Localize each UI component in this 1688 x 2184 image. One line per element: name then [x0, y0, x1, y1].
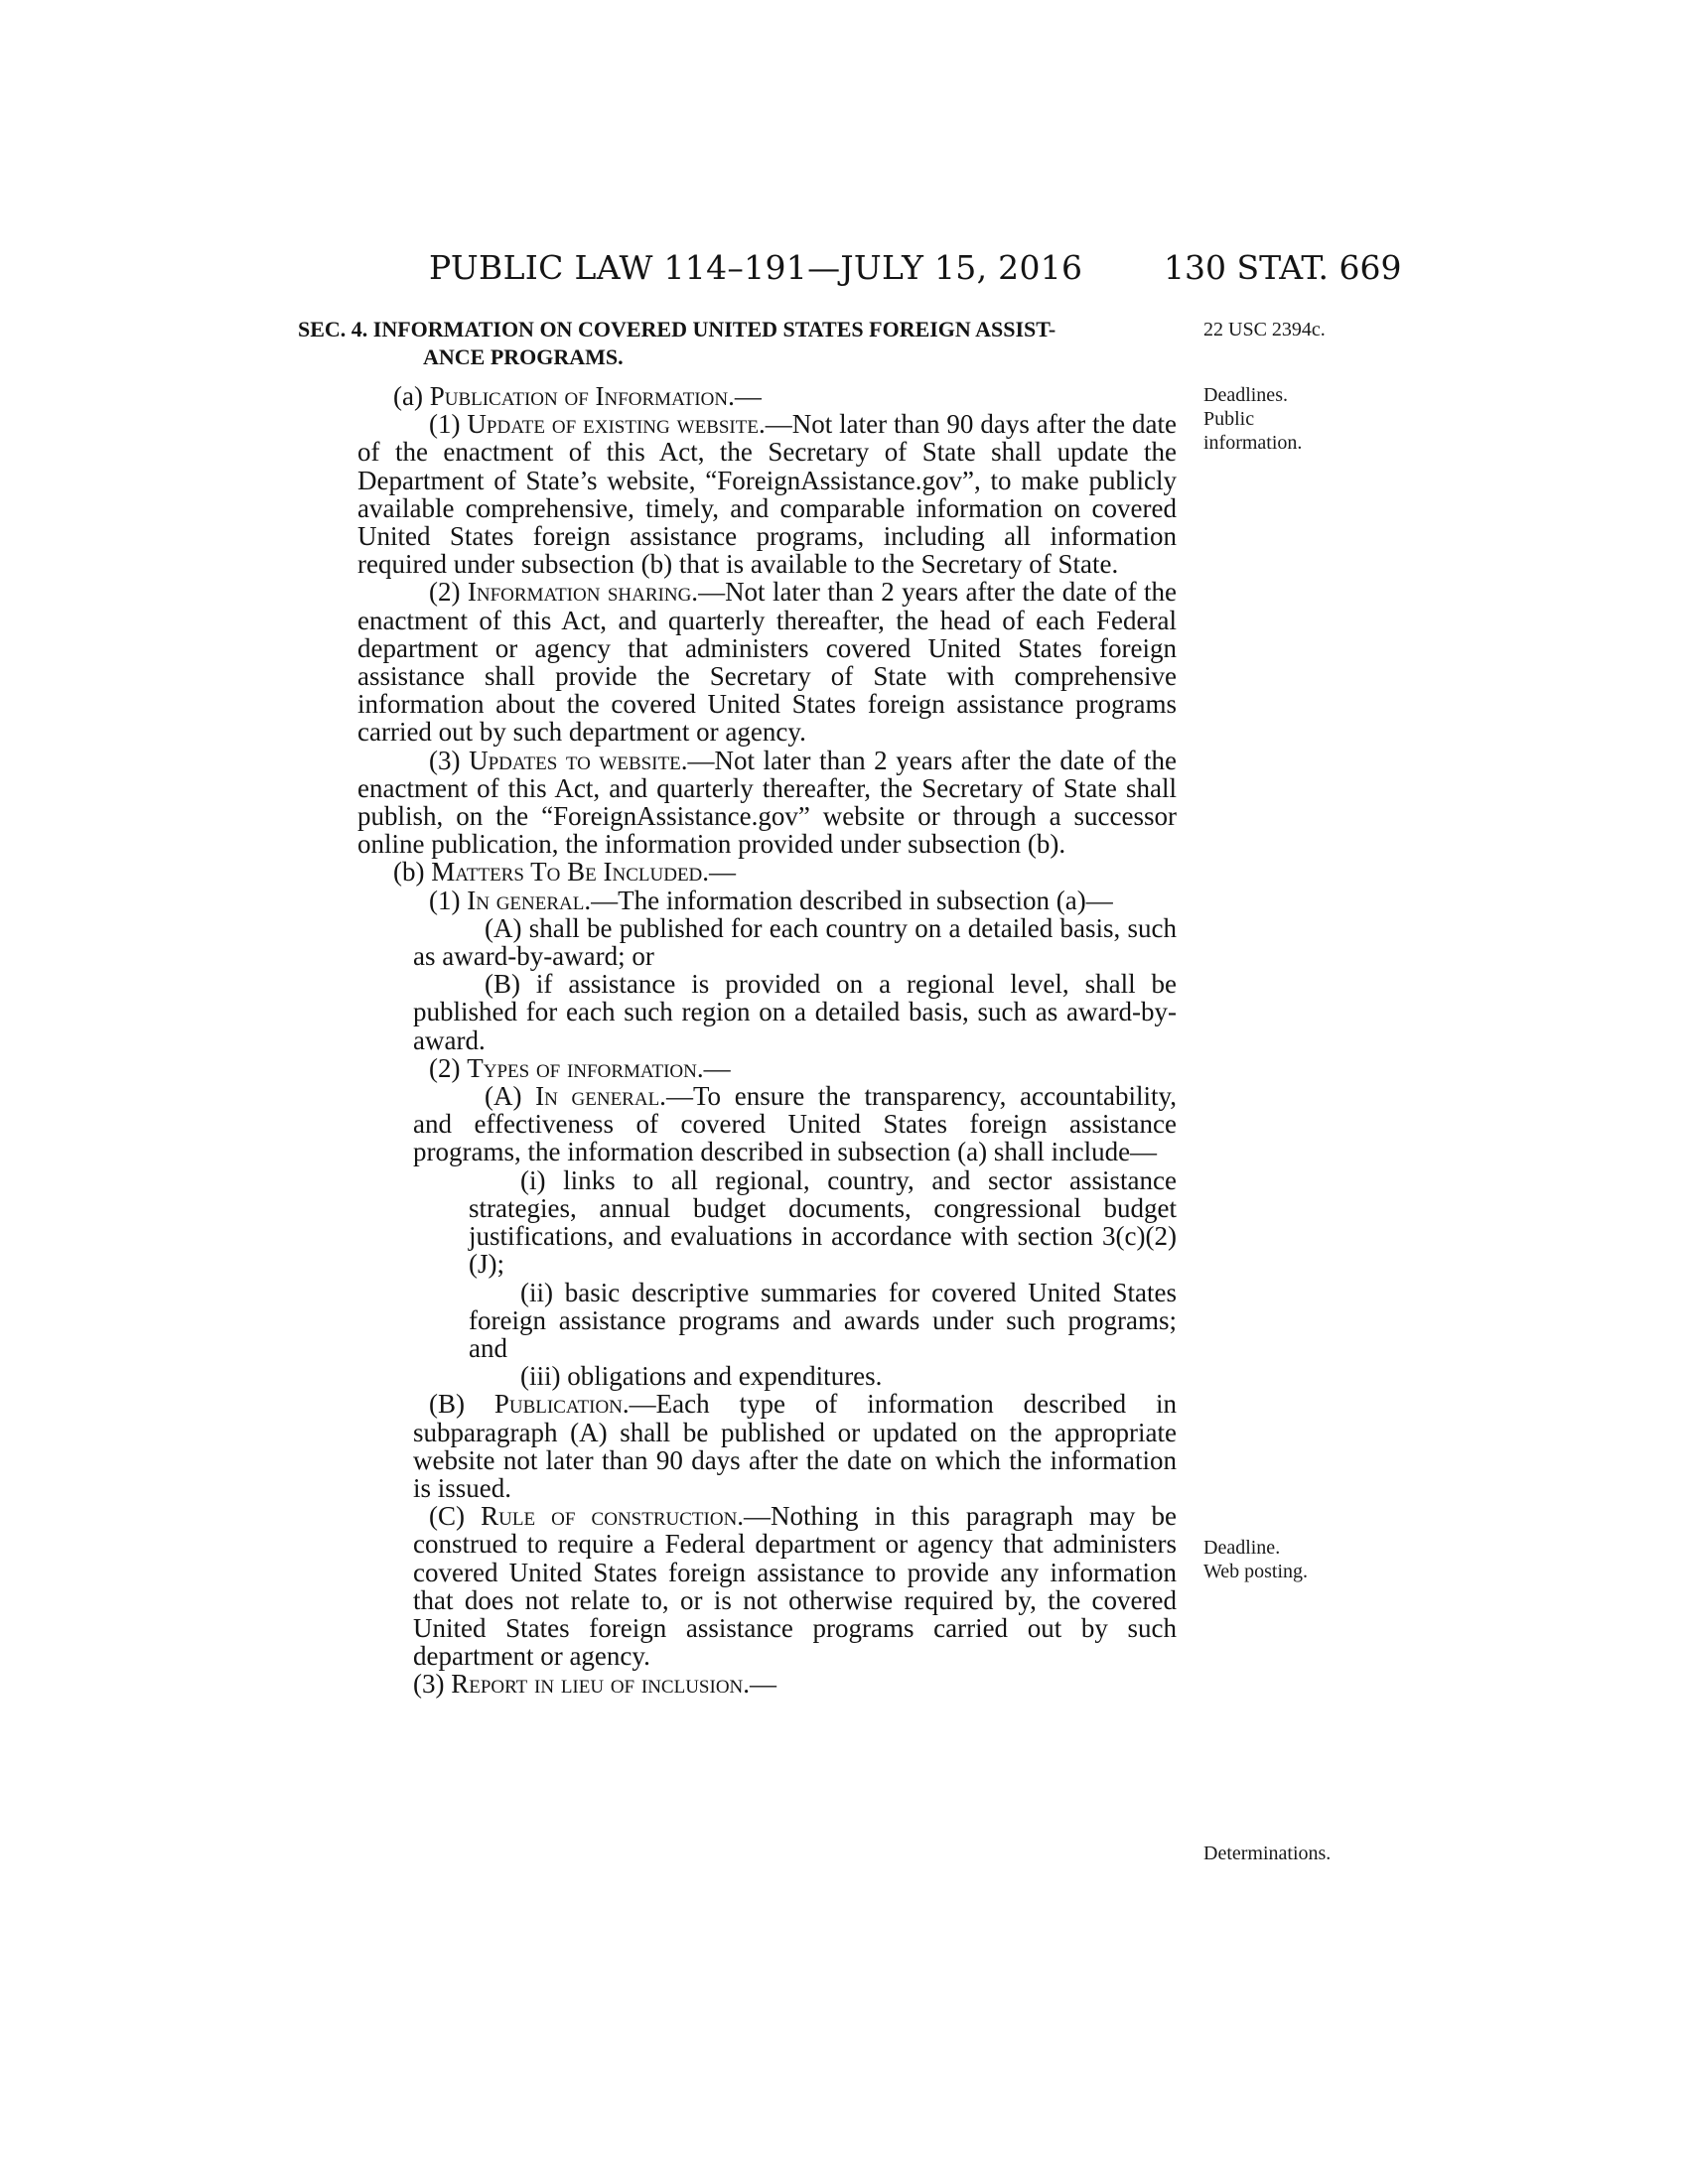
subparagraph-b2A-heading: In general.	[535, 1081, 666, 1112]
paragraph-a1-text: —Not later than 90 days after the date of the enactment of this Act, the Secretary of State shall update the Department of State’s website, “ForeignAssistance.gov”, to make publicly available comprehensive, timely, and comparable information on covered United States foreign assistance programs, including all information required under subsection (b) that is available to the Secretary of State.	[357, 409, 1177, 580]
margin-note-citation: 22 USC 2394c.	[1203, 319, 1326, 341]
margin-note-web-posting: Web posting.	[1203, 1561, 1309, 1582]
subsection-b	[357, 858, 1177, 886]
paragraph-a1-label: (1)	[429, 409, 468, 440]
subparagraph-b2A	[357, 1082, 1177, 1166]
margin-note-determinations: Determinations.	[1203, 1843, 1332, 1864]
paragraph-a3	[357, 747, 1177, 859]
statute-page-number: 130 STAT. 669	[1164, 248, 1402, 287]
paragraph-b2-heading: Types of information.—	[467, 1052, 731, 1083]
subparagraph-b2C	[357, 1502, 1177, 1670]
paragraph-b2-label: (2)	[429, 1052, 468, 1083]
paragraph-a3-text: —Not later than 2 years after the date of the enactment of this Act, and quarterly thereafter, the Secretary of State shall publish, on the “ForeignAssistance.gov” website or through a successor online publication, the information provided under subsection (b).	[357, 745, 1178, 860]
paragraph-a2-heading: Information sharing.	[467, 577, 699, 608]
paragraph-b3-heading: Report in lieu of inclusion.—	[451, 1669, 777, 1700]
paragraph-a2-text: —Not later than 2 years after the date of the enactment of this Act, and quarterly thereafter, the head of each Federal department or agency that administers covered United States foreign assistance shall provide the Secretary of State with comprehensive information about the covered United States foreign assistance programs carried out by such department or agency.	[357, 577, 1178, 748]
subsection-b-heading: Matters To Be Included.—	[431, 857, 737, 887]
subparagraph-b2C-text: —Nothing in this paragraph may be construed to require a Federal department or agency that administers covered United States foreign assistance to provide any information that does not relate to, or is not otherwise required by, the covered United States foreign assistance programs carried out by such department or agency.	[413, 1501, 1178, 1672]
subparagraph-b2A-text: —To ensure the transparency, accountability, and effectiveness of covered United States foreign assistance programs, the information described in subsection (a) shall include—	[413, 1081, 1178, 1167]
paragraph-b1-text: —The information described in subsection (a)—	[591, 885, 1113, 915]
subparagraph-b2B-label: (B)	[429, 1389, 494, 1420]
subparagraph-b2B-text: —Each type of information described in subparagraph (A) shall be published or updated on the appropriate website not later than 90 days after the date on which the information is issued.	[413, 1389, 1177, 1503]
section-heading	[298, 316, 1172, 371]
section-heading-line2: ANCE PROGRAMS.	[423, 344, 624, 369]
paragraph-a3-heading: Updates to website.	[469, 745, 688, 775]
paragraph-b1-heading: In general.	[467, 885, 592, 915]
paragraph-b2	[357, 1054, 1177, 1082]
section-body	[357, 382, 1177, 1699]
subsection-a-heading: Publication of Information.—	[429, 381, 762, 411]
clause-b2Aii: (ii) basic descriptive summaries for covered United States foreign assistance programs and awards under such programs; and	[469, 1277, 1177, 1363]
paragraph-b3-label: (3)	[413, 1669, 452, 1700]
subparagraph-b2C-heading: Rule of construction.	[481, 1501, 745, 1532]
subparagraph-b2B-heading: Publication.	[493, 1389, 630, 1420]
paragraph-a1	[357, 410, 1177, 578]
paragraph-a1-heading: Update of existing website.	[467, 409, 766, 440]
subparagraph-b2C-label: (C)	[429, 1501, 482, 1532]
paragraph-a2-label: (2)	[429, 577, 468, 608]
section-heading-line1: SEC. 4. INFORMATION ON COVERED UNITED STATES FOREIGN ASSIST-	[298, 317, 1056, 341]
subparagraph-b2A-label: (A)	[485, 1081, 536, 1112]
paragraph-a2	[357, 578, 1177, 746]
subparagraph-b2B	[357, 1390, 1177, 1502]
subsection-a-label: (a)	[393, 381, 430, 411]
subsection-a	[357, 382, 1177, 410]
paragraph-b1-label: (1)	[429, 885, 468, 915]
clause-b2Aiii: (iii) obligations and expenditures.	[520, 1361, 883, 1392]
paragraph-a3-label: (3)	[429, 745, 470, 775]
subparagraph-b1B: (B) if assistance is provided on a regional level, shall be published for each such region on a detailed basis, such as award-by-award.	[413, 969, 1177, 1055]
page-header	[0, 248, 1688, 298]
running-head-title: PUBLIC LAW 114–191—JULY 15, 2016	[429, 248, 1083, 287]
subsection-b-label: (b)	[393, 857, 432, 887]
subparagraph-b1A: (A) shall be published for each country on a detailed basis, such as award-by-award; or	[413, 912, 1177, 972]
margin-note-deadline: Deadline.	[1203, 1537, 1281, 1559]
paragraph-b3	[357, 1670, 1177, 1698]
clause-b2Ai: (i) links to all regional, country, and sector assistance strategies, annual budget documents, congressional budget justifications, and evaluations in accordance with section 3(c)(2)(J);	[469, 1164, 1177, 1280]
paragraph-b1	[357, 887, 1177, 914]
margin-note-deadlines: Deadlines.	[1203, 384, 1288, 406]
margin-note-public-information: Public information.	[1203, 408, 1303, 454]
